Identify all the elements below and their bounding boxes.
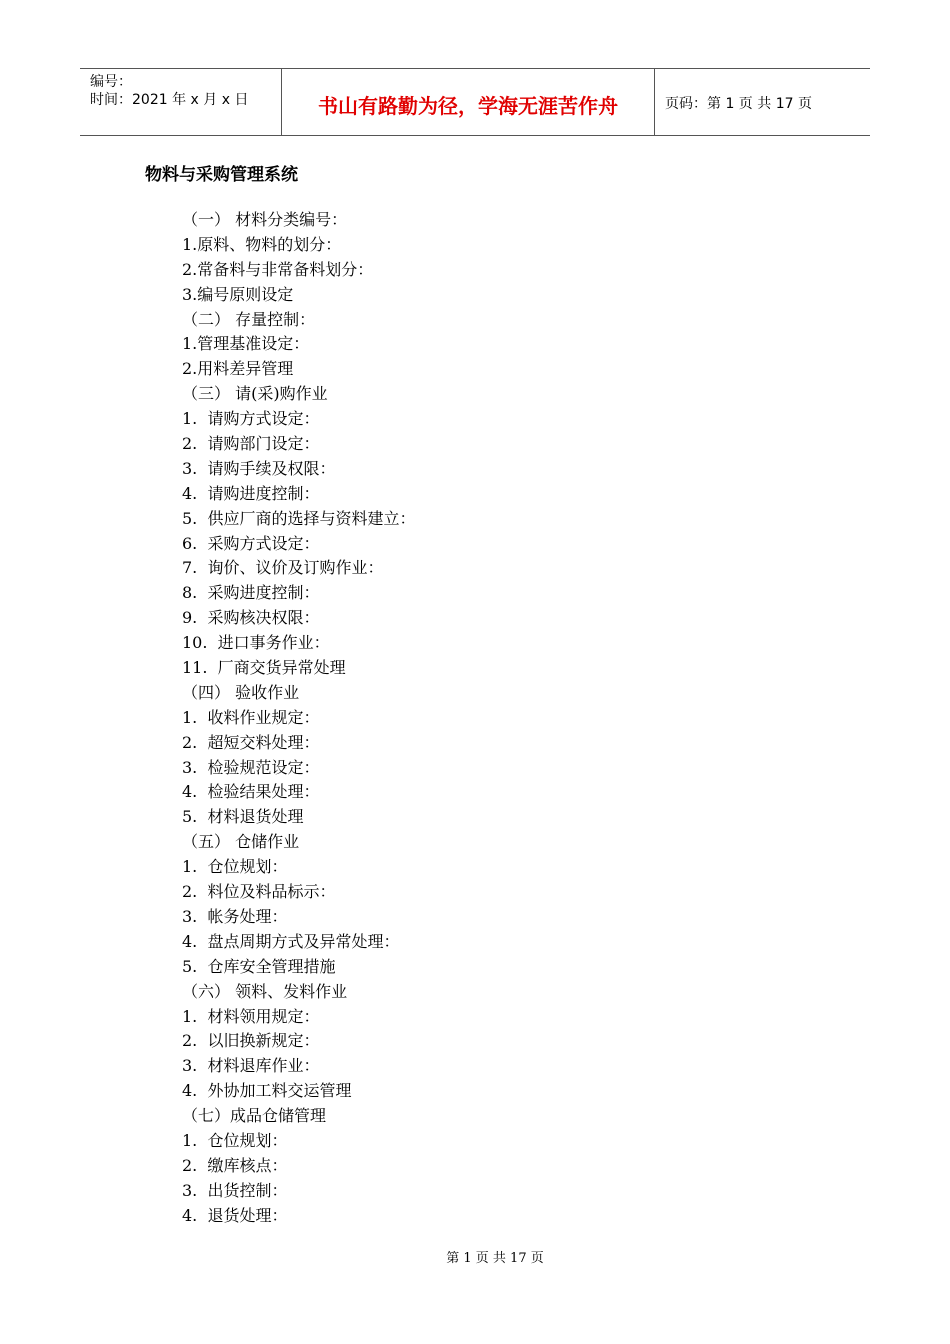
- outline-line: 4. 外协加工料交运管理: [182, 1081, 352, 1101]
- outline-line: 3. 请购手续及权限：: [182, 458, 336, 478]
- outline-line: （一） 材料分类编号：: [182, 210, 348, 229]
- outline-line: 4. 退货处理：: [182, 1205, 288, 1225]
- outline-line: 4. 盘点周期方式及异常处理：: [182, 931, 400, 951]
- outline-line: 8. 采购进度控制：: [182, 583, 320, 603]
- outline-line: 3. 帐务处理：: [182, 906, 288, 926]
- outline-line: 4. 检验结果处理：: [182, 782, 320, 802]
- outline-line: 10. 进口事务作业：: [182, 633, 330, 653]
- outline-line: 5. 材料退货处理: [182, 807, 304, 827]
- outline-line: 3. 出货控制：: [182, 1180, 288, 1200]
- header-motto: 书山有路勤为径，学海无涯苦作舟: [282, 69, 655, 135]
- outline-line: 4. 请购进度控制：: [182, 483, 320, 503]
- outline-line: （四） 验收作业: [182, 682, 300, 702]
- outline-line: （三） 请(采)购作业: [182, 384, 328, 404]
- header-meta-cell: [80, 69, 282, 135]
- outline-line: 2. 请购部门设定：: [182, 434, 320, 454]
- outline-line: 6. 采购方式设定：: [182, 533, 320, 553]
- outline-line: 9. 采购核决权限：: [182, 608, 320, 628]
- outline-line: 2.用料差异管理: [182, 359, 294, 379]
- outline-line: 2. 缴库核点：: [182, 1155, 288, 1175]
- outline-line: 1. 材料领用规定：: [182, 1006, 320, 1026]
- outline-line: 2. 料位及料品标示：: [182, 882, 336, 902]
- outline-line: 1.原料、物料的划分：: [182, 234, 342, 254]
- outline-line: 1.管理基准设定：: [182, 334, 310, 354]
- outline-line: 1. 仓位规划：: [182, 1130, 288, 1150]
- outline-line: 7. 询价、议价及订购作业：: [182, 558, 384, 578]
- page-header: [80, 68, 870, 136]
- outline-line: 1. 请购方式设定：: [182, 409, 320, 429]
- outline-line: 11. 厂商交货异常处理: [182, 658, 346, 678]
- outline-line: （六） 领料、发料作业: [182, 981, 348, 1001]
- outline-line: 5. 仓库安全管理措施: [182, 956, 336, 976]
- outline-line: 2.常备料与非常备料划分：: [182, 259, 374, 279]
- outline-line: 2. 超短交料处理：: [182, 732, 320, 752]
- outline-line: 3.编号原则设定: [182, 284, 294, 304]
- document-title: 物料与采购管理系统: [145, 165, 298, 185]
- document-number-label: 编号：: [90, 74, 132, 90]
- outline-line: （五） 仓储作业: [182, 832, 300, 852]
- outline-line: 2. 以旧换新规定：: [182, 1031, 320, 1051]
- document-date: 时间：2021 年 x 月 x 日: [90, 92, 249, 108]
- outline-line: 1. 收料作业规定：: [182, 707, 320, 727]
- outline-list: [182, 208, 415, 1229]
- page-footer: 第 1 页 共 17 页: [446, 1251, 544, 1266]
- outline-line: 5. 供应厂商的选择与资料建立：: [182, 508, 416, 528]
- outline-line: （七）成品仓储管理: [182, 1106, 327, 1126]
- outline-line: 3. 材料退库作业：: [182, 1056, 320, 1076]
- header-page-info: 页码：第 1 页 共 17 页: [665, 96, 812, 112]
- outline-line: 3. 检验规范设定：: [182, 757, 320, 777]
- outline-line: 1. 仓位规划：: [182, 857, 288, 877]
- outline-line: （二） 存量控制：: [182, 309, 316, 329]
